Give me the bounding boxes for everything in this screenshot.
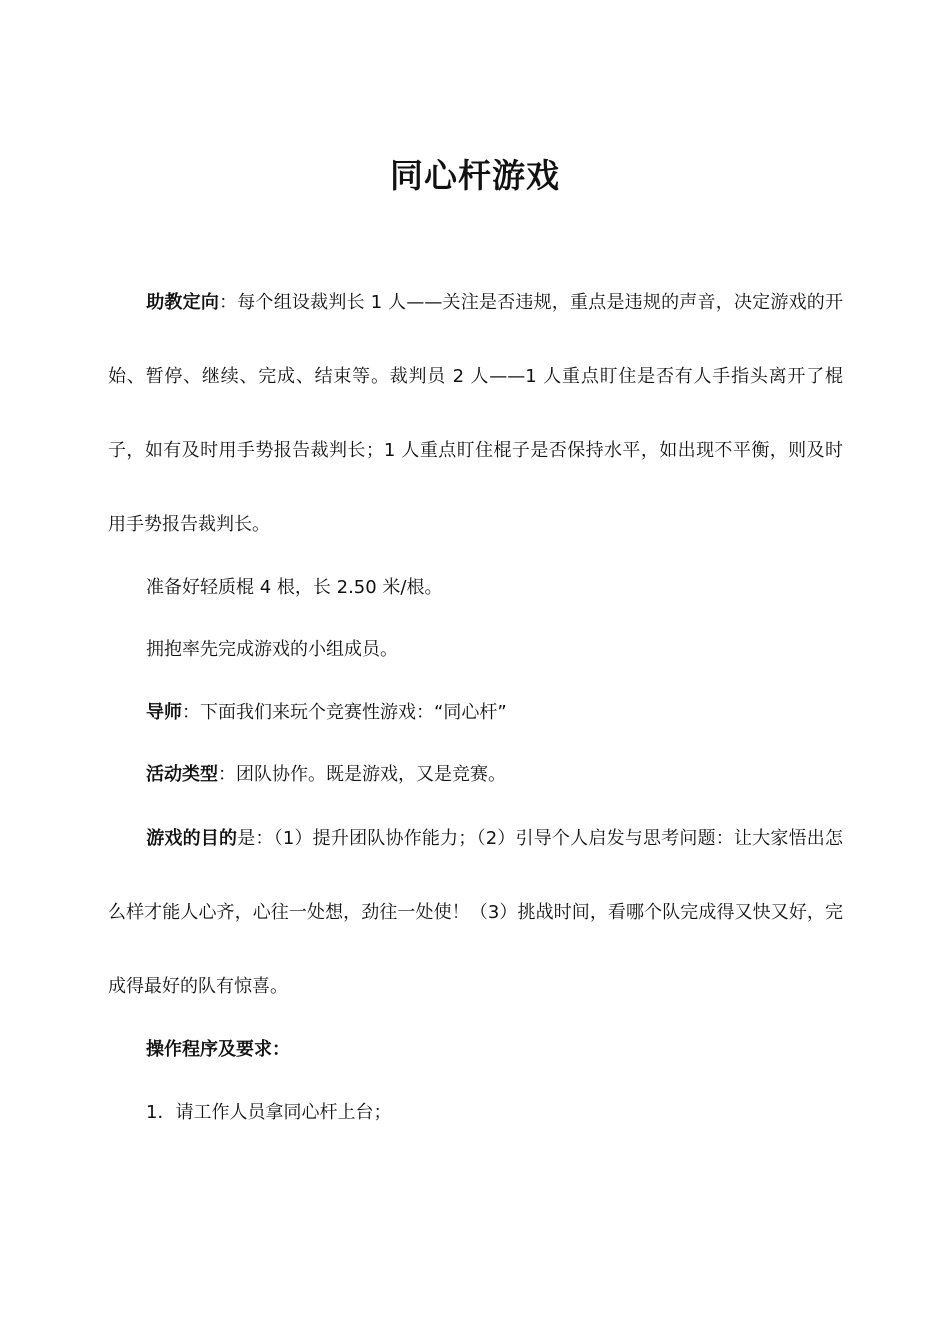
hug-text: 拥抱率先完成游戏的小组成员。 (146, 639, 398, 660)
prepare-text: 准备好轻质棍 4 根，长 2.50 米/根。 (146, 577, 443, 598)
activity-type-text: ：团队协作。既是游戏，又是竞赛。 (218, 764, 506, 785)
paragraph-game-purpose (108, 802, 843, 1024)
document-title: 同心杆游戏 (390, 156, 560, 195)
paragraph-activity-type (108, 760, 843, 790)
paragraph-assistant-orientation (108, 266, 843, 562)
activity-type-label: 活动类型 (146, 764, 218, 785)
paragraph-prepare (108, 573, 843, 603)
mentor-text: ：下面我们来玩个竞赛性游戏：“同心杆” (182, 702, 507, 723)
game-purpose-label: 游戏的目的 (146, 828, 238, 849)
step-1-text: 1．请工作人员拿同心杆上台； (146, 1102, 392, 1123)
procedure-heading: 操作程序及要求： (146, 1039, 290, 1060)
paragraph-step-1 (108, 1098, 843, 1128)
paragraph-hug (108, 635, 843, 665)
paragraph-mentor (108, 698, 843, 728)
paragraph-procedure (108, 1035, 843, 1065)
game-purpose-text: 是：（1）提升团队协作能力；（2）引导个人启发与思考问题：让大家悟出怎么样才能人心齐，心往一处想，劲往一处使！（3）挑战时间，看哪个队完成得又快又好，完成得最好的队有惊喜。 (108, 828, 843, 997)
assistant-orientation-label: 助教定向 (146, 292, 220, 313)
mentor-label: 导师 (146, 702, 182, 723)
assistant-orientation-text: ：每个组设裁判长 1 人——关注是否违规，重点是违规的声音，决定游戏的开始、暂停、继续、完成、结束等。裁判员 2 人——1 人重点盯住是否有人手指头离开了棍子，如有及时用手势报告裁判长；1 人重点盯住棍子是否保持水平，如出现不平衡，则及时用手势报告裁判长。 (108, 292, 843, 535)
